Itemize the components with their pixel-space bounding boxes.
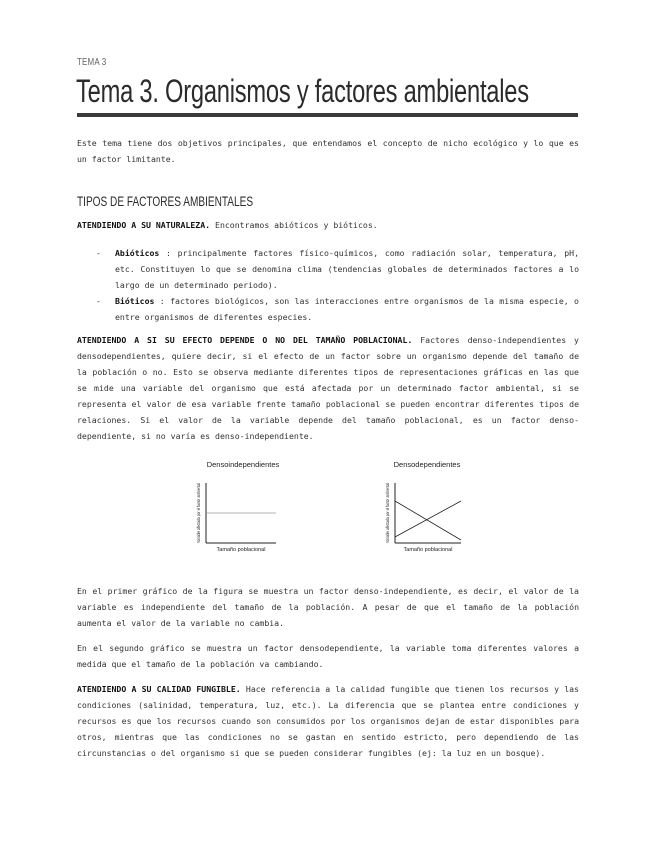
factor-list	[96, 245, 579, 325]
naturaleza-text: Encontramos abióticos y bióticos.	[210, 220, 378, 230]
chart2-series	[395, 501, 461, 540]
title-divider	[77, 113, 578, 117]
chart2-xlabel: Tamaño poblacional	[403, 547, 453, 553]
naturaleza-paragraph	[77, 217, 579, 233]
fungible-paragraph	[77, 681, 579, 761]
term-abioticos: Abióticos	[115, 248, 160, 258]
desc-abioticos: : principalmente factores físico-químicos, como radiación solar, temperatura, pH, etc. Constituyen lo que se denomina clima (tendencias globales de determinados factores a lo largo de un determinado periodo).	[115, 248, 579, 290]
tamano-paragraph	[77, 332, 579, 444]
chart1-xlabel: Tamaño poblacional	[216, 547, 266, 553]
tamano-lead: ATENDIENDO A SI SU EFECTO DEPENDE O NO DEL TAMAÑO POBLACIONAL.	[77, 335, 413, 345]
chart2-ylabel: Variable afectada por el factor ambiental	[385, 460, 390, 543]
naturaleza-lead: ATENDIENDO A SU NATURALEZA.	[77, 220, 211, 230]
section-heading: TIPOS DE FACTORES AMBIENTALES	[77, 193, 254, 209]
figure-graphs	[193, 455, 468, 555]
figure-explanation-2: En el segundo gráfico se muestra un factor densodependiente, la variable toma diferentes valores a medida que el tamaño de la población va cambiando.	[77, 643, 579, 669]
tamano-text: Factores denso-independientes y densodependientes, quiere decir, si el efecto de un factor sobre un organismo depende del tamaño de la población o no. Esto se observa mediante diferentes tipos de representaciones gráficas en las que se mide una variable del organismo que está afectada por un determinado factor ambiental, si se representa el valor de esa variable frente tamaño poblacional se pueden encontrar diferentes tipos de relaciones. Si el valor de la variable depende del tamaño poblacional, es un factor denso-dependiente, si no varía es denso-independiente.	[77, 335, 579, 441]
figure-svg	[193, 455, 468, 555]
fungible-text: Hace referencia a la calidad fungible que tienen los recursos y las condiciones (salinidad, temperatura, luz, etc.). La diferencia que se plantea entre condiciones y recursos es que los recursos cuando son consumidos por los organismos dejan de estar disponibles para otros, mientras que las condiciones no se gastan en sentido estricto, pero dependiendo de las circunstancias o del organismo si que se pueden considerar fungibles (ej: la luz en un bosque).	[77, 684, 579, 758]
intro-paragraph: Este tema tiene dos objetivos principales, que entendamos el concepto de nicho ecológico y lo que es un factor limitante.	[77, 138, 579, 164]
chart1-ylabel: Variable afectada por el factor ambiental	[196, 460, 201, 543]
chart2-title: Densodependientes	[393, 460, 461, 469]
chart1-title: Densoindependientes	[206, 460, 280, 469]
figure-explanation-1: En el primer gráfico de la figura se muestra un factor denso-independiente, es decir, el valor de la variable es independiente del tamaño de la población. A pesar de que el tamaño de la población aumenta el valor de la variable no cambia.	[77, 586, 579, 628]
list-dash: -	[96, 248, 101, 258]
list-item-abioticos	[96, 245, 579, 293]
fungible-lead: ATENDIENDO A SU CALIDAD FUNGIBLE.	[77, 684, 241, 694]
list-item-bioticos	[96, 293, 579, 325]
tema-kicker: TEMA 3	[77, 57, 107, 68]
list-dash: -	[96, 296, 101, 306]
term-bioticos: Bióticos	[115, 296, 155, 306]
desc-bioticos: : factores biológicos, son las interacciones entre organismos de la misma especie, o entre organismos de diferentes especies.	[115, 296, 579, 322]
page-title: Tema 3. Organismos y factores ambientales	[76, 73, 529, 109]
